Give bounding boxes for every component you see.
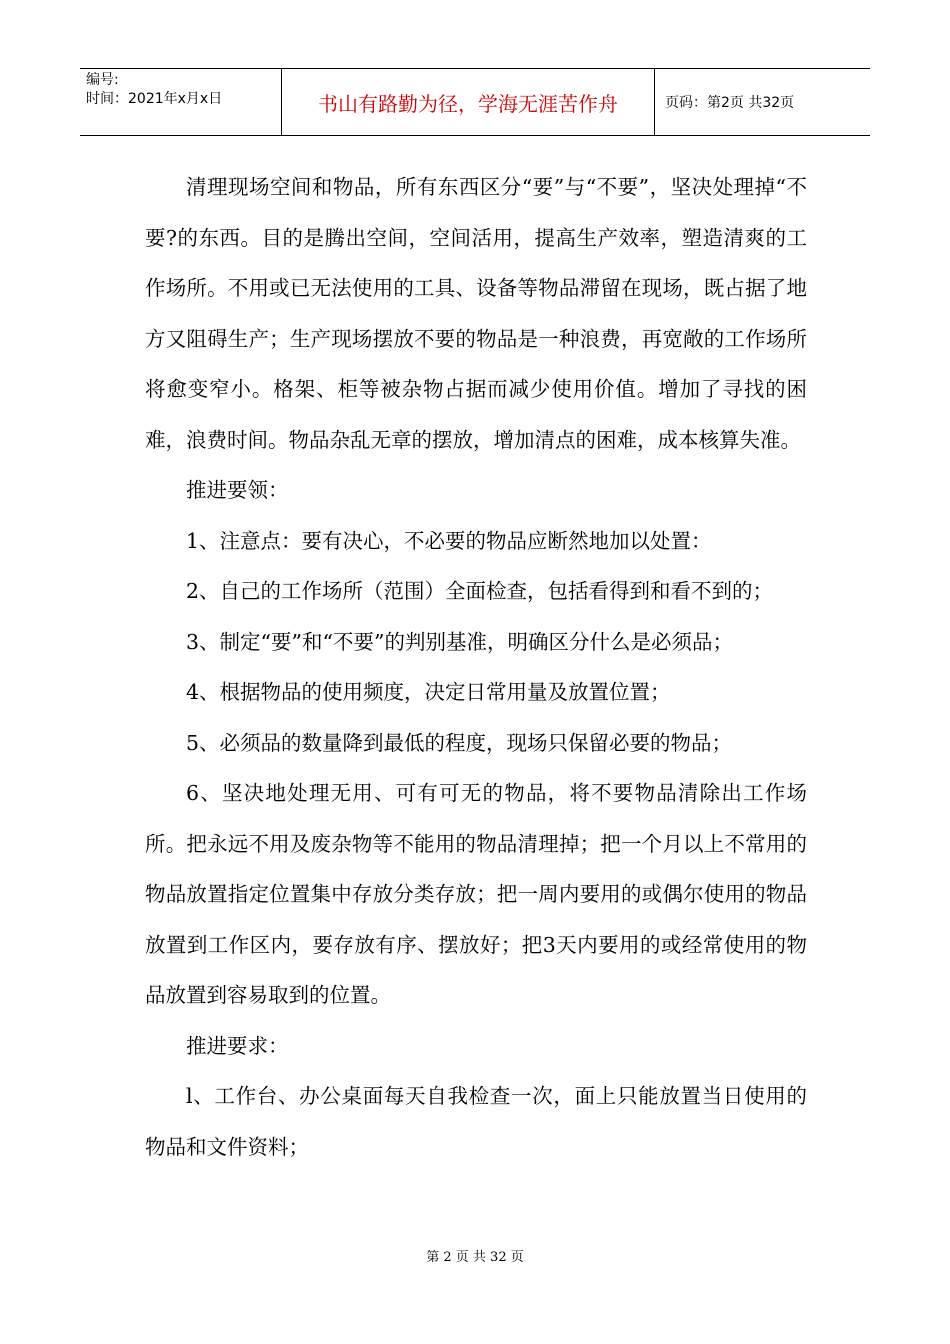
section-heading-key-points: 推进要领： [186,478,289,502]
header-meta [80,69,282,135]
paragraph-intro: 清理现场空间和物品，所有东西区分“要”与“不要”，坚决处理掉“不要?的东西。目的是腾出空间，空间活用，提高生产效率，塑造清爽的工作场所。不用或已无法使用的工具、设备等物品滞留在现场，既占据了地方又阻碍生产；生产现场摆放不要的物品是一种浪费，再宽敞的工作场所将愈变窄小。格架、柜等被杂物占据而减少使用价值。增加了寻找的困难，浪费时间。物品杂乱无章的摆放，增加清点的困难，成本核算失准。 [145,175,807,452]
list-item: l、工作台、办公桌面每天自我检查一次，面上只能放置当日使用的物品和文件资料； [145,1084,807,1159]
page-footer: 第 2 页 共 32 页 [426,1250,524,1265]
list-item: 3、制定“要”和“不要”的判别基准，明确区分什么是必须品； [186,629,733,654]
section-heading-requirements: 推进要求： [186,1033,289,1058]
list-item: 1、注意点：要有决心，不必要的物品应断然地加以处置： [186,528,712,553]
list-item: 2、自己的工作场所（范围）全面检查，包括看得到和看不到的； [186,579,774,603]
document-body [145,162,807,1172]
header-motto: 书山有路勤为径，学海无涯苦作舟 [282,69,655,135]
document-number-label: 编号: [86,72,119,88]
document-date: 时间：2021年x月x日 [86,91,223,107]
page-header [80,68,870,136]
list-item: 4、根据物品的使用频度，决定日常用量及放置位置； [186,680,671,704]
list-item: 6、坚决地处理无用、可有可无的物品，将不要物品清除出工作场所。把永远不用及废杂物等不能用的物品清理掉；把一个月以上不常用的物品放置指定位置集中存放分类存放；把一周内要用的或偶尔使用的物品放置到工作区内，要存放有序、摆放好；把3天内要用的或经常使用的物品放置到容易取到的位置。 [145,781,807,1007]
header-page-info: 页码：第2页 共32页 [665,95,795,111]
list-item: 5、必须品的数量降到最低的程度，现场只保留必要的物品； [186,730,733,755]
